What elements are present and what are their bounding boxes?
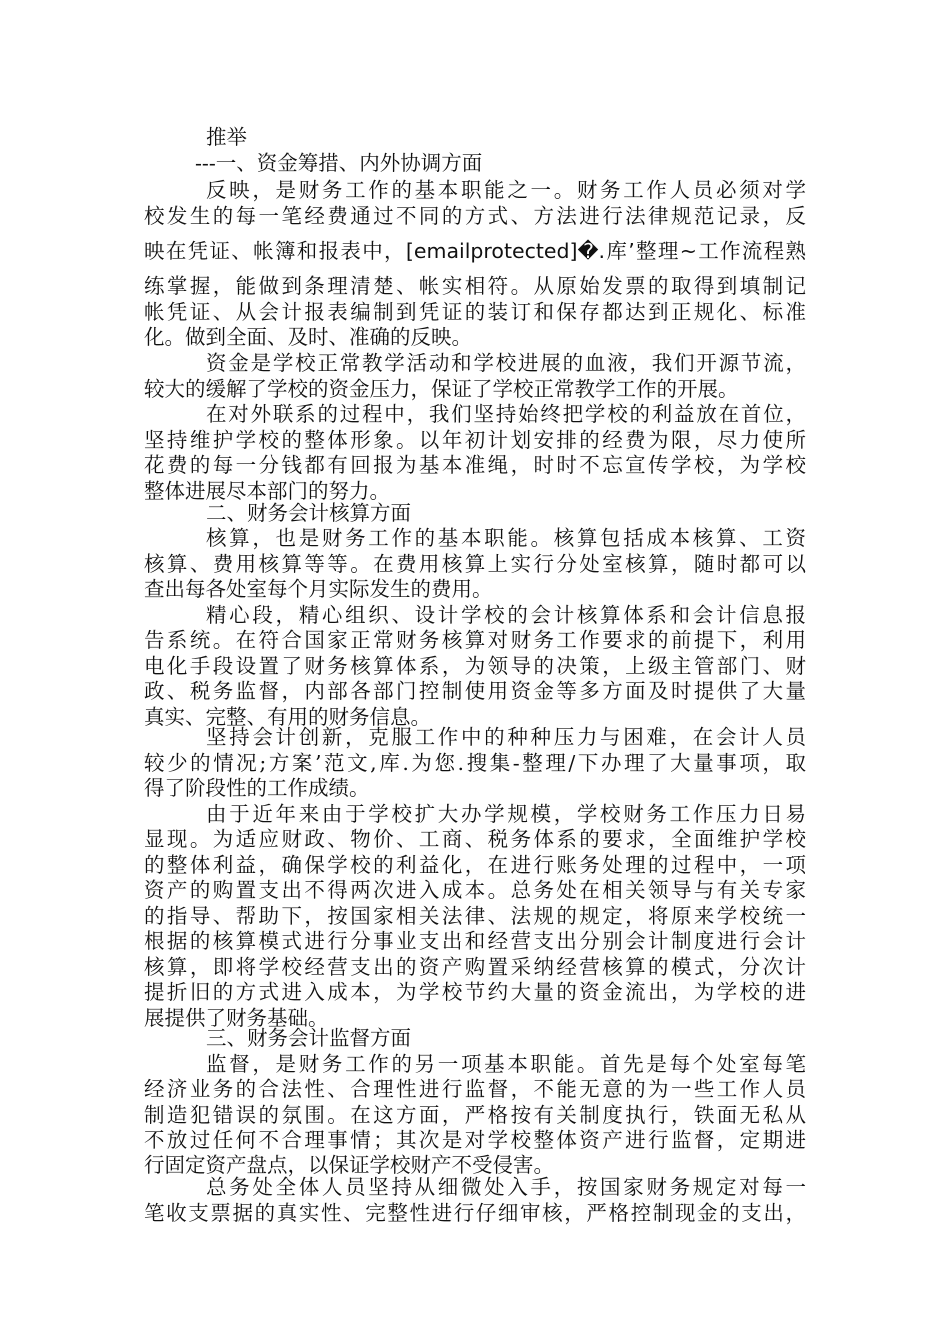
paragraph-line: 坚持维护学校的整体形象。以年初计划安排的经费为限，尽力使所: [144, 428, 806, 452]
paragraph-line: 根据的核算模式进行分事业支出和经营支出分别会计制度进行会计: [144, 929, 806, 953]
paragraph-line: 的整体利益，确保学校的利益化，在进行账务处理的过程中，一项: [144, 853, 806, 877]
paragraph-line: 不放过任何不合理事情；其次是对学校整体资产进行监督，定期进: [144, 1128, 806, 1152]
paragraph-line: 练掌握，能做到条理清楚、帐实相符。从原始发票的取得到填制记: [144, 274, 806, 298]
paragraph-line: 告系统。在符合国家正常财务核算对财务工作要求的前提下，利用: [144, 628, 806, 652]
section-heading: 三、财务会计监督方面: [206, 1026, 411, 1050]
paragraph-line: 映在凭证、帐簿和报表中，[emailprotected]�.库’整理~工作流程熟: [144, 239, 806, 263]
paragraph-line: 得了阶段性的工作成绩。: [144, 776, 370, 800]
paragraph-line: 整体进展尽本部门的努力。: [144, 479, 390, 503]
paragraph-line: 笔收支票据的真实性、完整性进行仔细审核，严格控制现金的支出，: [144, 1201, 806, 1225]
paragraph-line: 经济业务的合法性、合理性进行监督，不能无意的为一些工作人员: [144, 1077, 806, 1101]
paragraph-line: 核算，也是财务工作的基本职能。核算包括成本核算、工资: [206, 526, 806, 550]
paragraph-line: 展提供了财务基础。: [144, 1006, 329, 1030]
paragraph-line: 资金是学校正常教学活动和学校进展的血液，我们开源节流，: [206, 351, 806, 375]
paragraph-line: 的指导、帮助下，按国家相关法律、法规的规定，将原来学校统一: [144, 904, 806, 928]
paragraph-line: 花费的每一分钱都有回报为基本准绳，时时不忘宣传学校，为学校: [144, 453, 806, 477]
paragraph-line: 核算，即将学校经营支出的资产购置采纳经营核算的模式，分次计: [144, 955, 806, 979]
paragraph-line: 核算、费用核算等等。在费用核算上实行分处室核算，随时都可以: [144, 552, 806, 576]
paragraph-line: 由于近年来由于学校扩大办学规模，学校财务工作压力日易: [206, 802, 806, 826]
paragraph-line: 制造犯错误的氛围。在这方面，严格按有关制度执行，铁面无私从: [144, 1103, 806, 1127]
paragraph-line: 总务处全体人员坚持从细微处入手，按国家财务规定对每一: [206, 1175, 806, 1199]
paragraph-line: 帐凭证、从会计报表编制到凭证的装订和保存都达到正规化、标准: [144, 300, 806, 324]
paragraph-line: 在对外联系的过程中，我们坚持始终把学校的利益放在首位，: [206, 402, 806, 426]
paragraph-line: 行固定资产盘点，以保证学校财产不受侵害。: [144, 1153, 554, 1177]
paragraph-line: 显现。为适应财政、物价、工商、税务体系的要求，全面维护学校: [144, 827, 806, 851]
paragraph-line: 较少的情况;方案’范文,库.为您.搜集-整理/下办理了大量事项，取: [144, 751, 806, 775]
paragraph-line: 化。做到全面、及时、准确的反映。: [144, 325, 472, 349]
paragraph-line: 校发生的每一笔经费通过不同的方式、方法进行法律规范记录，反: [144, 204, 806, 228]
paragraph-line: 较大的缓解了学校的资金压力，保证了学校正常教学工作的开展。: [144, 377, 739, 401]
section-heading: 二、财务会计核算方面: [206, 501, 411, 525]
paragraph-line: 提折旧的方式进入成本，为学校节约大量的资金流出，为学校的进: [144, 980, 806, 1004]
paragraph-line: 资产的购置支出不得两次进入成本。总务处在相关领导与有关专家: [144, 878, 806, 902]
paragraph-line: 查出每各处室每个月实际发生的费用。: [144, 577, 493, 601]
paragraph-line: 真实、完整、有用的财务信息。: [144, 705, 431, 729]
heading-line: 推举: [206, 125, 247, 149]
paragraph-line: 精心段，精心组织、设计学校的会计核算体系和会计信息报: [206, 603, 806, 627]
paragraph-line: 电化手段设置了财务核算体系，为领导的决策，上级主管部门、财: [144, 654, 806, 678]
paragraph-line: 监督，是财务工作的另一项基本职能。首先是每个处室每笔: [206, 1052, 806, 1076]
paragraph-line: 反映，是财务工作的基本职能之一。财务工作人员必须对学: [206, 178, 806, 202]
paragraph-line: 政、税务监督，内部各部门控制使用资金等多方面及时提供了大量: [144, 679, 806, 703]
section-heading: ---一、资金筹措、内外协调方面: [195, 151, 483, 175]
paragraph-line: 坚持会计创新，克服工作中的种种压力与困难，在会计人员: [206, 725, 806, 749]
